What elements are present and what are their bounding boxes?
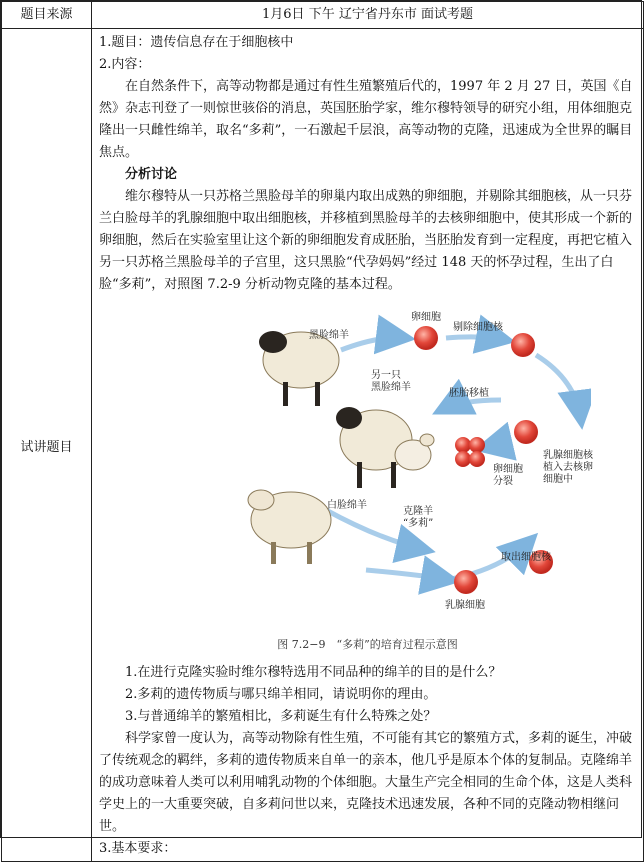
egg-cell bbox=[414, 326, 438, 350]
topic-label: 试讲题目 bbox=[2, 29, 92, 862]
content-cell bbox=[92, 29, 644, 862]
source-value: 1月6日 下午 辽宁省丹东市 面试考题 bbox=[92, 2, 644, 29]
black-face-sheep bbox=[259, 331, 339, 406]
label-remove-nucleus: 剔除细胞核 bbox=[453, 322, 503, 333]
figure-caption: 图 7.2−9 “多莉”的培育过程示意图 bbox=[277, 638, 458, 651]
question-3: 3.与普通绵羊的繁殖相比，多莉诞生有什么特殊之处？ bbox=[125, 709, 437, 724]
analysis-heading: 分析讨论 bbox=[125, 167, 178, 182]
arrow-to-division bbox=[483, 440, 511, 448]
label-another-sheep: 另一只 黑脸绵羊 bbox=[371, 370, 411, 393]
arrow-embryo-transfer bbox=[441, 400, 501, 410]
content-label: 2.内容： bbox=[99, 57, 151, 72]
surrogate-sheep bbox=[336, 407, 434, 488]
arrow-remove-nucleus bbox=[446, 337, 506, 340]
label-take-nucleus: 取出细胞核 bbox=[501, 552, 551, 563]
dividing-cells bbox=[455, 437, 485, 467]
analysis-paragraph: 维尔穆特从一只苏格兰黑脸母羊的卵巢内取出成熟的卵细胞，并剔除其细胞核，从一只芬兰白脸母羊的乳腺细胞中取出细胞核，并移植到黑脸母羊的去核卵细胞中，使其形成一个新的卵细胞，然后在实验室里让这个新的卵细胞发育成胚胎，当胚胎发育到一定程度，再把它植入另一只苏格兰黑脸母羊的子宫里，这只黑脸“代孕妈妈”经过 148 天的怀孕过程，生出了白脸“多莉”，对照图 7.2-9 分析动物克隆的基本过程。 bbox=[99, 189, 633, 292]
label-black-sheep: 黑脸绵羊 bbox=[309, 330, 349, 341]
source-label: 题目来源 bbox=[2, 2, 92, 29]
label-egg-division: 卵细胞 分裂 bbox=[493, 464, 523, 487]
mammary-cell bbox=[454, 570, 478, 594]
label-nucleus-implant: 乳腺细胞核 植入去核卵 细胞中 bbox=[543, 450, 593, 485]
basic-requirements-label: 3.基本要求： bbox=[99, 841, 177, 856]
label-clone-sheep: 克隆羊 “多莉” bbox=[403, 506, 434, 529]
enucleated-egg bbox=[511, 333, 535, 357]
cloning-diagram bbox=[231, 300, 591, 640]
interview-table bbox=[1, 1, 644, 862]
question-2: 2.多莉的遗传物质与哪只绵羊相同，请说明你的理由。 bbox=[125, 687, 437, 702]
label-embryo-transfer: 胚胎移植 bbox=[449, 388, 489, 399]
content-body bbox=[93, 30, 642, 860]
label-mammary-cell: 乳腺细胞 bbox=[445, 600, 485, 611]
arrow-to-implant bbox=[536, 355, 581, 420]
label-white-sheep: 白脸绵羊 bbox=[327, 500, 367, 511]
arrow-to-egg bbox=[341, 338, 406, 351]
cloning-diagram-svg bbox=[231, 300, 591, 630]
label-egg-cell: 卵细胞 bbox=[411, 312, 441, 323]
implanted-egg bbox=[514, 420, 538, 444]
intro-paragraph: 在自然条件下，高等动物都是通过有性生殖繁殖后代的，1997 年 2 月 27 日，英国《自然》杂志刊登了一则惊世骇俗的消息，英国胚胎学家，维尔穆特领导的研究小组，用体细胞克隆出一只雌性绵羊，取名“多莉”，一石激起千层浪，高等动物的克隆，迅速成为全世界的瞩目焦点。 bbox=[99, 79, 633, 160]
content-row bbox=[2, 29, 644, 862]
question-1: 1.在进行克隆实验时维尔穆特选用不同品种的绵羊的目的是什么？ bbox=[125, 665, 502, 680]
arrow-to-mammary bbox=[366, 570, 451, 580]
white-face-sheep bbox=[248, 490, 331, 564]
summary-paragraph: 科学家曾一度认为，高等动物除有性生殖，不可能有其它的繁殖方式，多莉的诞生，冲破了传统观念的羁绊，多莉的遗传物质来自单一的亲本，他几乎是原本个体的复制品。克隆绵羊的成功意味着人类可以利用哺乳动物的个体细胞。大量生产完全相同的生命个体，这是人类科学史上的一大重要突破，自多莉问世以来，克隆技术迅速发展，各种不同的克隆动物相继问世。 bbox=[99, 731, 633, 834]
header-row bbox=[2, 2, 644, 29]
topic-title: 1.题目：遗传信息存在于细胞核中 bbox=[99, 35, 294, 50]
